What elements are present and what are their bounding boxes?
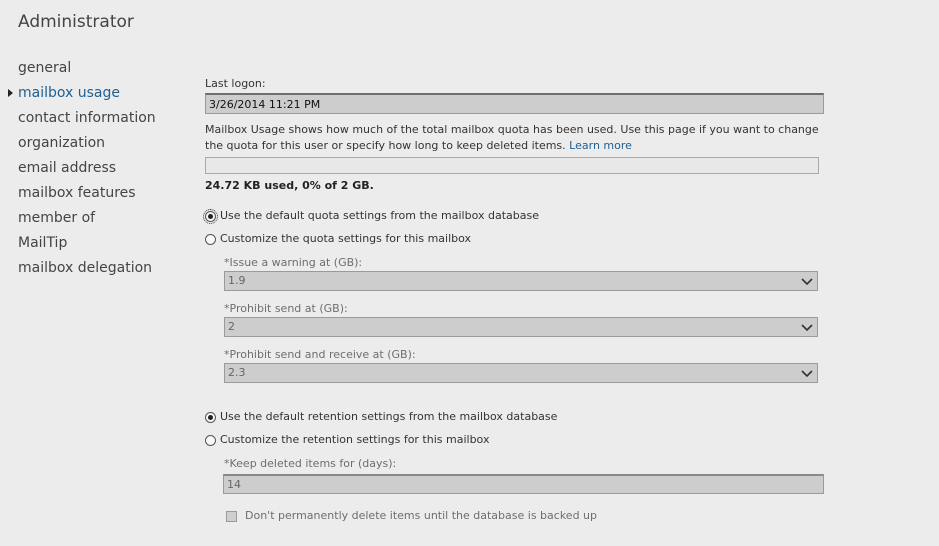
chevron-down-icon <box>800 320 814 334</box>
retention-custom-radio[interactable] <box>205 435 216 446</box>
usage-progress-bar <box>205 157 819 174</box>
backup-checkbox-option[interactable] <box>226 508 597 524</box>
quota-default-label: Use the default quota settings from the mailbox database <box>220 209 539 222</box>
quota-custom-option[interactable] <box>205 231 471 247</box>
nav-item-mailbox-usage[interactable]: mailbox usage <box>18 83 156 108</box>
backup-checkbox-label: Don't permanently delete items until the database is backed up <box>245 509 597 522</box>
learn-more-link[interactable]: Learn more <box>569 139 632 152</box>
retention-custom-label: Customize the retention settings for this mailbox <box>220 433 490 446</box>
keep-deleted-input[interactable]: 14 <box>223 474 824 494</box>
last-logon-field: 3/26/2014 11:21 PM <box>205 93 824 114</box>
retention-default-option[interactable] <box>205 409 557 425</box>
prohibit-send-receive-value: 2.3 <box>228 366 246 379</box>
warning-select[interactable] <box>224 271 818 291</box>
chevron-down-icon <box>800 366 814 380</box>
retention-default-radio[interactable] <box>205 412 216 423</box>
quota-custom-radio[interactable] <box>205 234 216 245</box>
usage-description-text: Mailbox Usage shows how much of the total mailbox quota has been used. Use this page if you want to change the quota for this user or specify how long to keep deleted items. <box>205 123 819 152</box>
prohibit-send-label: *Prohibit send at (GB): <box>224 302 348 315</box>
quota-default-option[interactable] <box>205 208 539 224</box>
quota-custom-label: Customize the quota settings for this mailbox <box>220 232 472 245</box>
nav-item-contact-information[interactable]: contact information <box>18 110 156 126</box>
nav-item-mailtip[interactable]: MailTip <box>18 235 68 251</box>
usage-description <box>205 122 825 154</box>
nav-item-organization[interactable]: organization <box>18 135 106 151</box>
nav-item-mailbox-delegation[interactable]: mailbox delegation <box>18 260 153 276</box>
retention-custom-option[interactable] <box>205 432 489 448</box>
last-logon-label: Last logon: <box>205 77 266 90</box>
warning-label: *Issue a warning at (GB): <box>224 256 363 269</box>
chevron-down-icon <box>800 274 814 288</box>
retention-default-label: Use the default retention settings from the mailbox database <box>220 410 558 423</box>
prohibit-send-receive-select[interactable] <box>224 363 818 383</box>
keep-deleted-label: *Keep deleted items for (days): <box>224 457 397 470</box>
page-title: Administrator <box>18 12 134 32</box>
nav-item-email-address[interactable]: email address <box>18 160 117 176</box>
nav-item-mailbox-features[interactable]: mailbox features <box>18 185 136 201</box>
warning-value: 1.9 <box>228 274 246 287</box>
prohibit-send-select[interactable] <box>224 317 818 337</box>
quota-default-radio[interactable] <box>205 211 216 222</box>
prohibit-send-receive-label: *Prohibit send and receive at (GB): <box>224 348 416 361</box>
sidebar-nav <box>18 58 156 283</box>
usage-summary: 24.72 KB used, 0% of 2 GB. <box>205 179 374 192</box>
nav-item-member-of[interactable]: member of <box>18 210 96 226</box>
prohibit-send-value: 2 <box>228 320 235 333</box>
nav-item-general[interactable]: general <box>18 60 72 76</box>
backup-checkbox[interactable] <box>226 511 237 522</box>
